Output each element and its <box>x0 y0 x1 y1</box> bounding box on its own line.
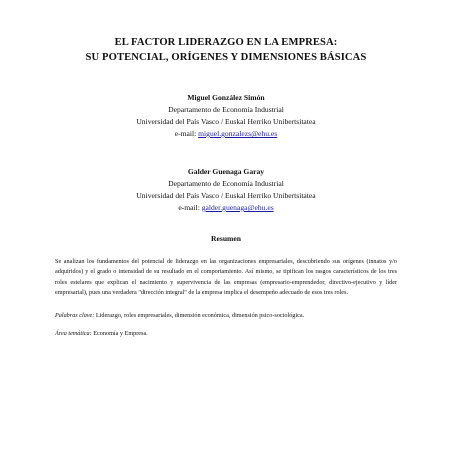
email-label: e-mail: <box>174 129 199 138</box>
author-name: Miguel González Simón <box>187 93 265 102</box>
paper-title-line-2: SU POTENCIAL, ORÍGENES Y DIMENSIONES BÁSICAS <box>85 52 367 63</box>
author-university: Universidad del País Vasco / Euskal Herriko Unibertsitatea <box>136 117 316 126</box>
thematic-area-line <box>55 329 397 339</box>
thematic-area-label: Área temática: <box>55 329 92 337</box>
author-department: Departamento de Economía Industrial <box>168 179 284 188</box>
author-university: Universidad del País Vasco / Euskal Herriko Unibertsitatea <box>136 191 316 200</box>
paper-title-line-1: EL FACTOR LIDERAZGO EN LA EMPRESA: <box>114 37 338 48</box>
author-name: Galder Guenaga Garay <box>187 167 265 176</box>
keywords-label: Palabras clave: <box>55 311 95 319</box>
keywords-line <box>55 311 397 321</box>
author-block-2 <box>55 166 397 214</box>
author-email-link[interactable]: miguel.gonzalezs@ehu.es <box>198 129 278 138</box>
thematic-area-text: Economía y Empresa. <box>91 329 148 337</box>
author-department: Departamento de Economía Industrial <box>168 105 284 114</box>
author-email-line <box>55 202 397 214</box>
email-label: e-mail: <box>178 203 202 212</box>
abstract-text: Se analizan los fundamentos del potencial de liderazgo en las organizaciones empresariales, descubriendo sus orígenes (innatos y/o adquiridos) y el grado o intensidad de su resultado en el comportamiento. Así mismo, se tipifican los rasgos característicos de los tres roles estelares que explican el nacimiento y supervivencia de las empresas (empresario-emprendedor, directivo-ejecutivo y líder empresarial), pues una verdadera "dirección integral" de la empresa implica el desempeño adecuado de esos tres roles. <box>55 258 397 297</box>
keywords-text: Liderazgo, roles empresariales, dimensión económica, dimensión psico-sociológica. <box>94 311 305 319</box>
abstract-heading: Resumen <box>211 234 241 243</box>
author-email-link[interactable]: galder.guenaga@ehu.es <box>201 203 274 212</box>
author-email-line <box>55 128 397 140</box>
author-block-1 <box>55 92 397 140</box>
